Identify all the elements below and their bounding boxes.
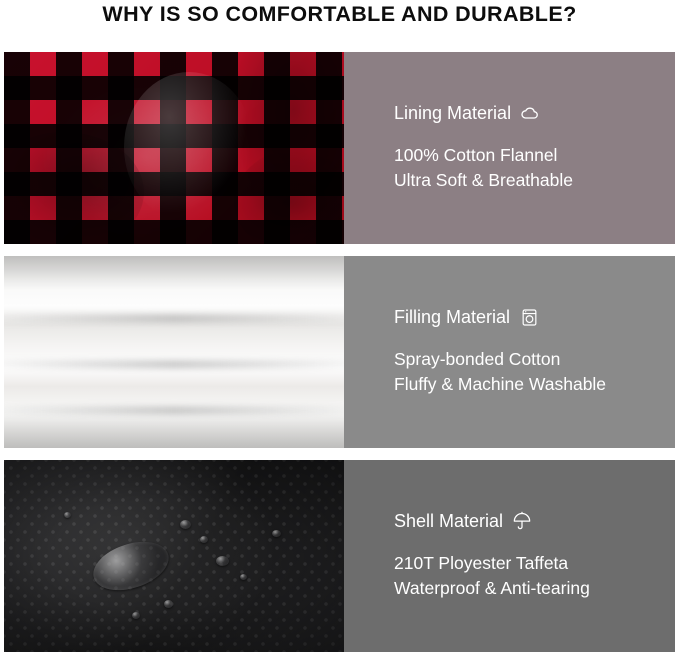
washing-machine-icon (519, 307, 539, 327)
lining-line-1: 100% Cotton Flannel (394, 145, 558, 166)
lining-title: Lining Material (394, 103, 512, 124)
feature-panel-shell (4, 460, 675, 652)
shell-line-1: 210T Ployester Taffeta (394, 553, 569, 574)
shell-title: Shell Material (394, 511, 504, 532)
feature-panel-filling (4, 256, 675, 448)
filling-material-photo (4, 256, 344, 448)
filling-line-2: Fluffy & Machine Washable (394, 374, 607, 394)
cloud-icon (520, 103, 540, 123)
shell-title-row (394, 511, 657, 531)
filling-title-row (394, 307, 657, 327)
lining-line-2: Ultra Soft & Breathable (394, 170, 573, 190)
filling-line-1: Spray-bonded Cotton (394, 349, 561, 370)
filling-title: Filling Material (394, 307, 511, 328)
shell-material-photo (4, 460, 344, 652)
lining-title-row (394, 103, 657, 123)
filling-caption (344, 256, 675, 448)
shell-line-2: Waterproof & Anti-tearing (394, 578, 590, 598)
lining-material-photo (4, 52, 344, 244)
lining-caption (344, 52, 675, 244)
shell-caption (344, 460, 675, 652)
page-title: WHY IS SO COMFORTABLE AND DURABLE? (102, 2, 577, 26)
umbrella-icon (512, 511, 532, 531)
feature-panel-lining (4, 52, 675, 244)
